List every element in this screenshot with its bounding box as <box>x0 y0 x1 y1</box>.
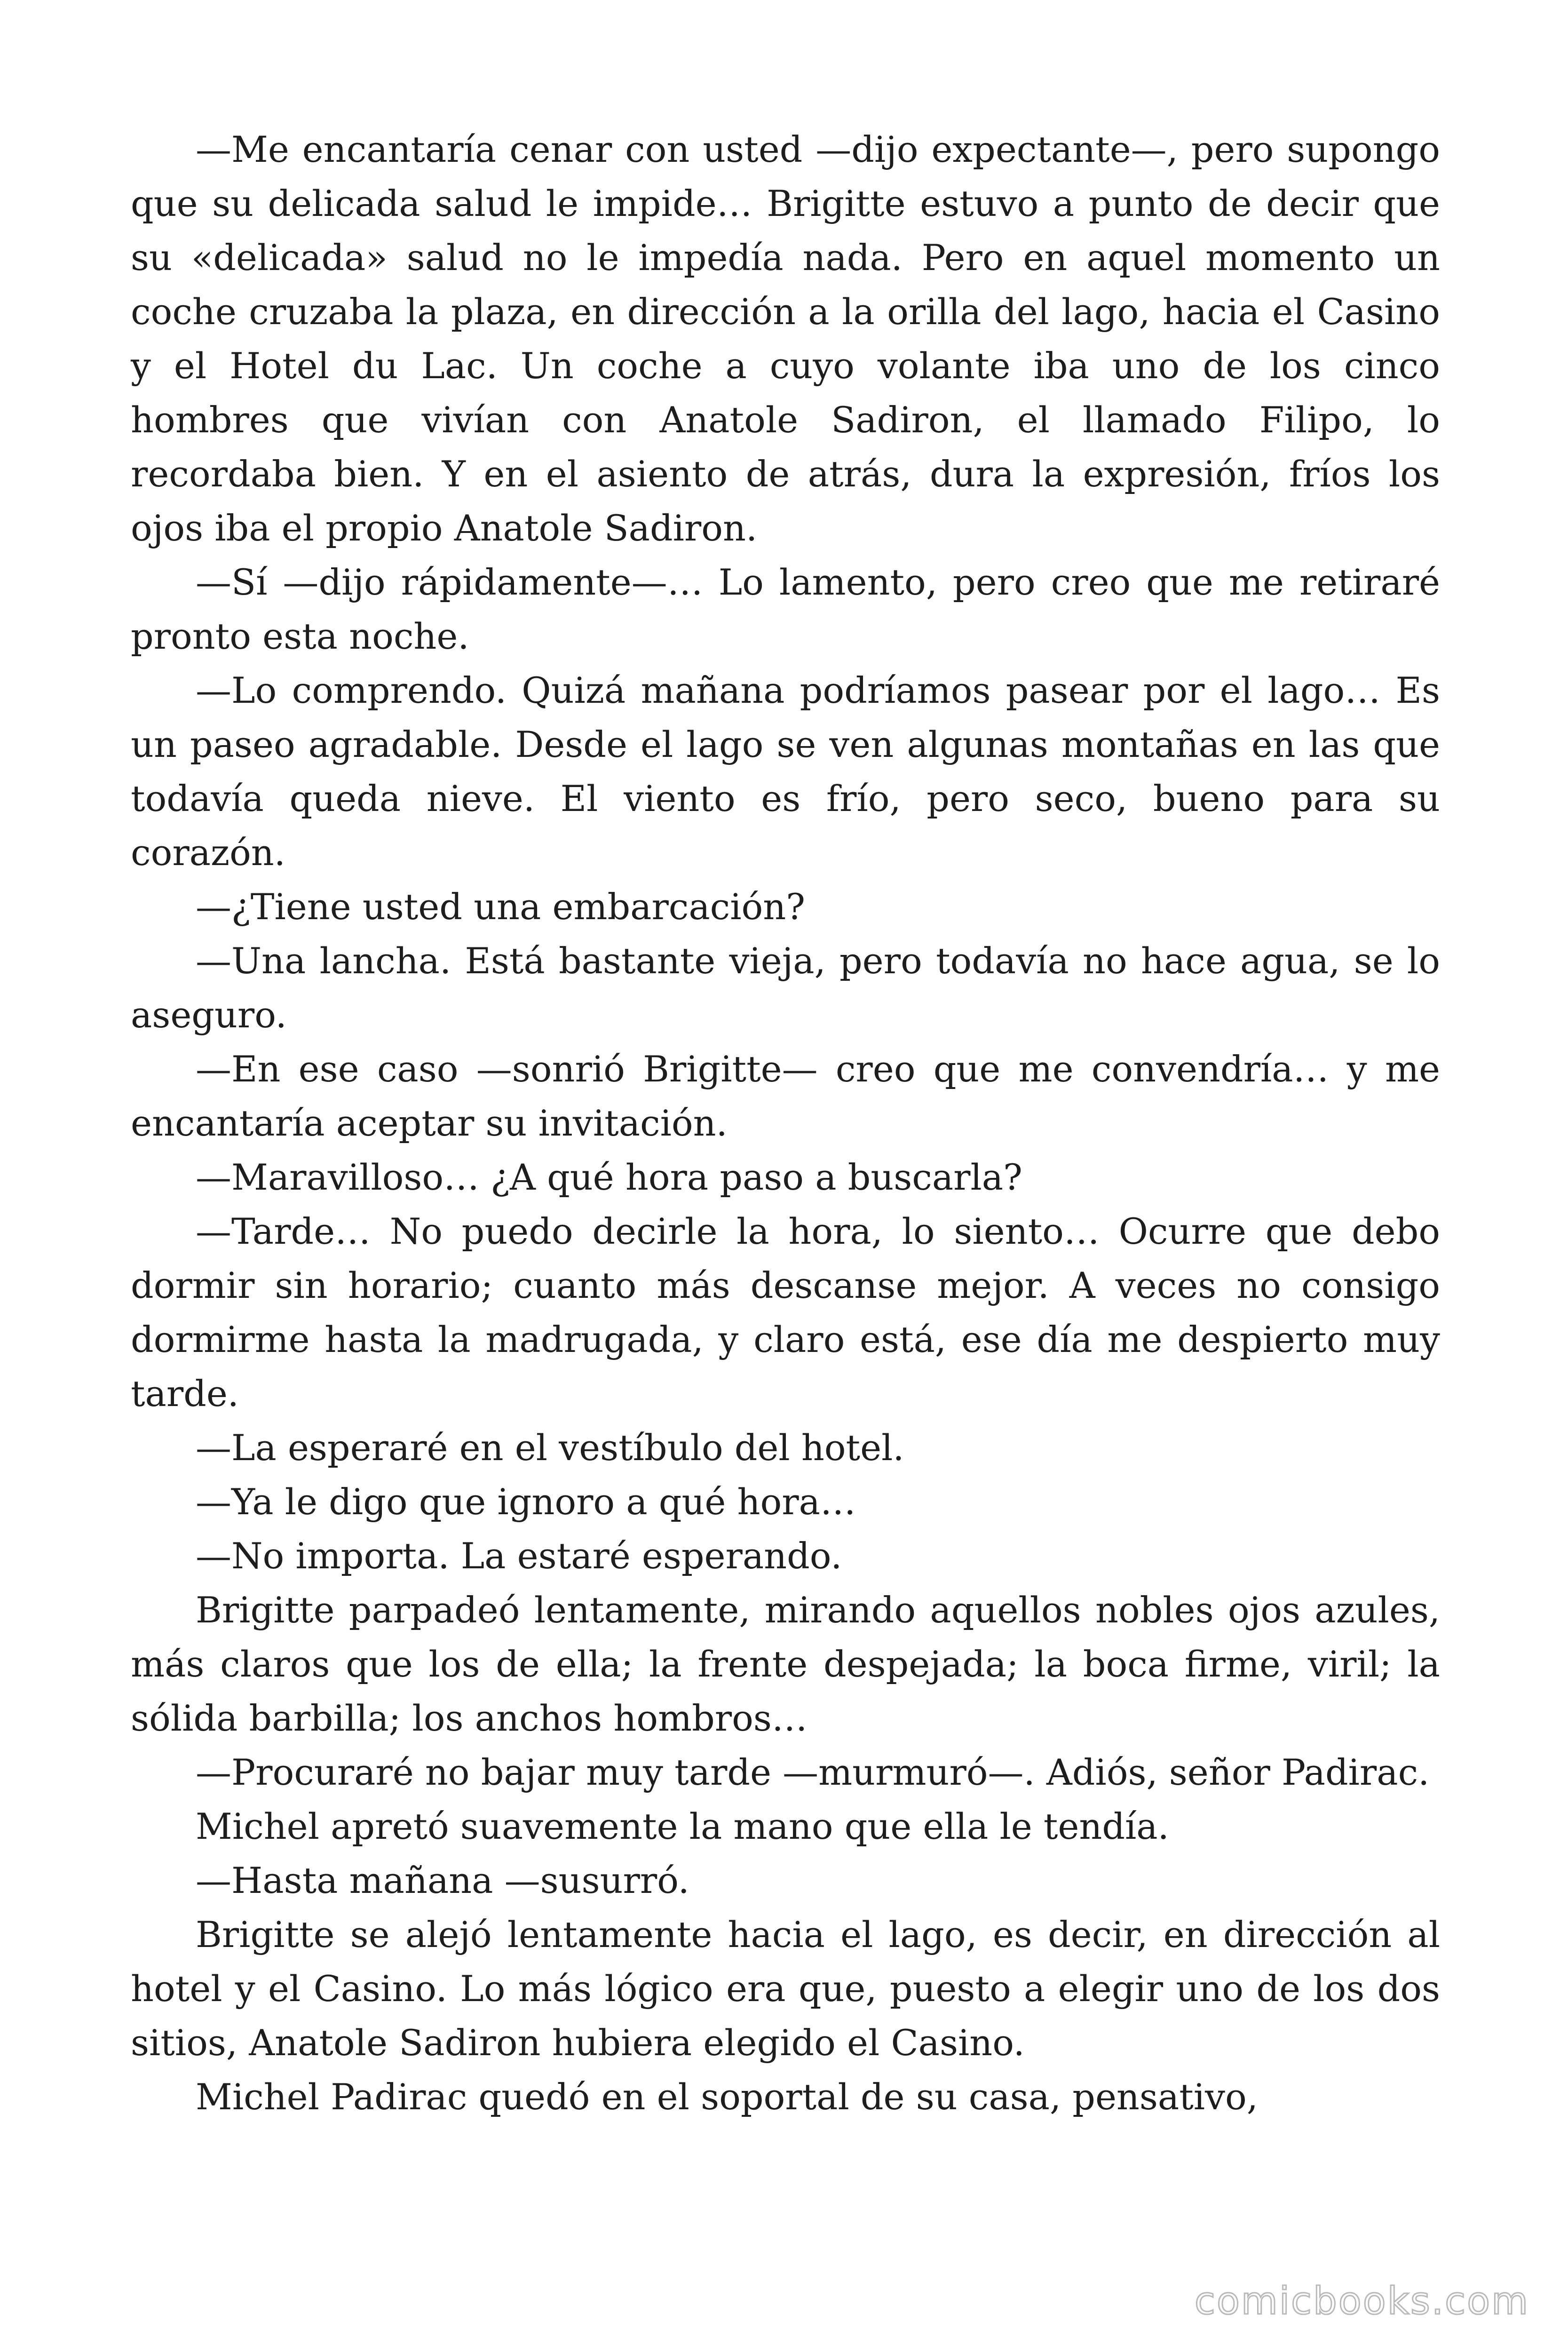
paragraph: —Maravilloso… ¿A qué hora paso a buscarla? <box>196 1156 1022 1198</box>
paragraph: Brigitte se alejó lentamente hacia el lago, es decir, en dirección al hotel y el Casino. Lo más lógico era que, puesto a elegir uno de los dos sitios, Anatole Sadiron hubiera elegido el Casino. <box>131 1914 1440 2064</box>
paragraph: —¿Tiene usted una embarcación? <box>196 886 805 928</box>
paragraph: Brigitte parpadeó lentamente, mirando aquellos nobles ojos azules, más claros que los de ella; la frente despejada; la boca firme, viril; la sólida barbilla; los anchos hombros… <box>131 1589 1440 1739</box>
paragraph: —Lo comprendo. Quizá mañana podríamos pasear por el lago… Es un paseo agradable. Desde el lago se ven algunas montañas en las que todavía queda nieve. El viento es frío, pero seco, bueno para su corazón. <box>131 669 1440 874</box>
paragraph: —Me encantaría cenar con usted —dijo expectante—, pero supongo que su delicada salud le impide… Brigitte estuvo a punto de decir que su «delicada» salud no le impedía nada. Pero en aquel momento un coche cruzaba la plaza, en dirección a la orilla del lago, hacia el Casino y el Hotel du Lac. Un coche a cuyo volante iba uno de los cinco hombres que vivían con Anatole Sadiron, el llamado Filipo, lo recordaba bien. Y en el asiento de atrás, dura la expresión, fríos los ojos iba el propio Anatole Sadiron. <box>131 128 1440 549</box>
paragraph: —Una lancha. Está bastante vieja, pero todavía no hace agua, se lo aseguro. <box>131 940 1440 1036</box>
paragraph: —Procuraré no bajar muy tarde —murmuró—. Adiós, señor Padirac. <box>196 1751 1430 1793</box>
paragraph: —En ese caso —sonrió Brigitte— creo que me convendría… y me encantaría aceptar su invitación. <box>131 1048 1440 1144</box>
paragraph: Michel Padirac quedó en el soportal de su casa, pensativo, <box>196 2076 1258 2118</box>
page-text-block <box>131 122 1440 2124</box>
paragraph: —Hasta mañana —susurró. <box>196 1859 689 1901</box>
paragraph: Michel apretó suavemente la mano que ella le tendía. <box>196 1805 1169 1847</box>
paragraph: —La esperaré en el vestíbulo del hotel. <box>196 1427 904 1469</box>
paragraph: —Ya le digo que ignoro a qué hora… <box>196 1481 856 1523</box>
paragraph: —Tarde… No puedo decirle la hora, lo siento… Ocurre que debo dormir sin horario; cuanto más descanse mejor. A veces no consigo dormirme hasta la madrugada, y claro está, ese día me despierto muy tarde. <box>131 1210 1440 1414</box>
paragraph: —No importa. La estaré esperando. <box>196 1535 842 1577</box>
paragraph: —Sí —dijo rápidamente—… Lo lamento, pero creo que me retiraré pronto esta noche. <box>131 561 1440 657</box>
watermark: comicbooks.com <box>1194 2279 1529 2323</box>
